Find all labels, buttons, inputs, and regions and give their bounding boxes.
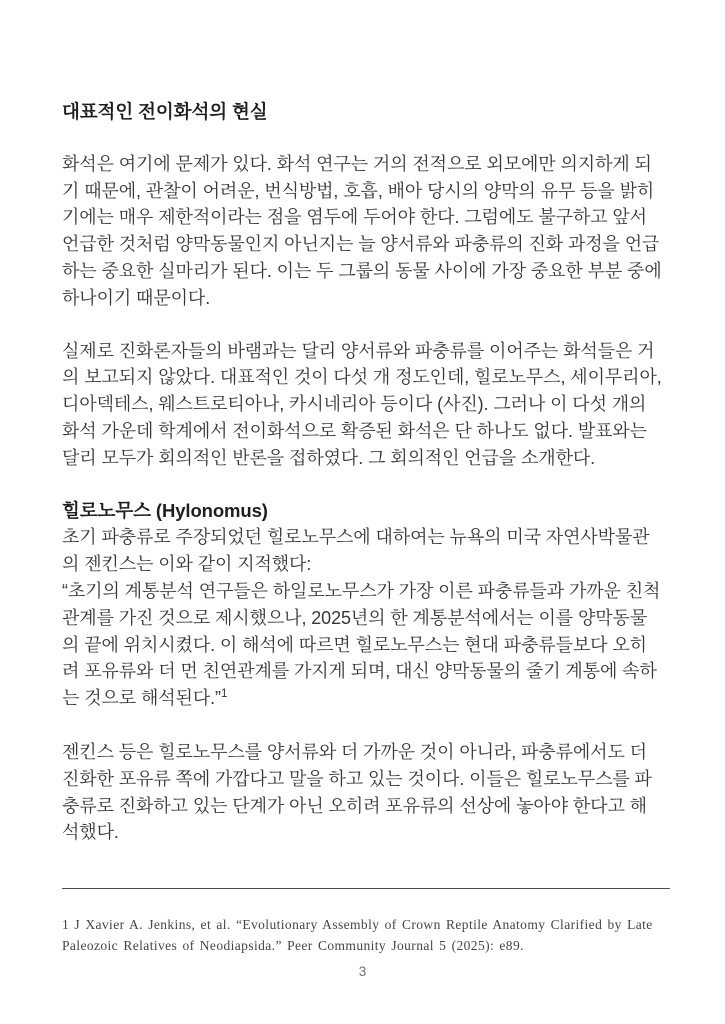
footnote-reference: 1 — [220, 686, 228, 701]
page-title: 대표적인 전이화석의 현실 — [62, 101, 268, 122]
section-quote — [62, 578, 664, 712]
footnote-separator — [62, 888, 670, 889]
section-heading: 힐로노무스 (Hylonomus) — [62, 499, 268, 521]
closing-paragraph: 젠킨스 등은 힐로노무스를 양서류와 더 가까운 것이 아니라, 파충류에서도 더 진화한 포유류 쪽에 가깝다고 말을 하고 있는 것이다. 이들은 힐로노무스를 파충류로 진화하고 있는 단계가 아닌 오히려 포유류의 선상에 놓아야 한다고 해석했다. — [62, 741, 652, 843]
section-intro: 초기 파충류로 주장되었던 힐로노무스에 대하여는 뉴욕의 미국 자연사박물관의 젠킨스는 이와 같이 지적했다: — [62, 527, 650, 575]
footnote-text: 1 J Xavier A. Jenkins, et al. “Evolutionary Assembly of Crown Reptile Anatomy Clarified by Late Paleozoic Relatives of Neodiapsida.” Peer Community Journal 5 (2025): e89. — [62, 916, 653, 953]
body-paragraph-1: 화석은 여기에 문제가 있다. 화석 연구는 거의 전적으로 외모에만 의지하게 되기 때문에, 관찰이 어려운, 번식방법, 호흡, 배아 당시의 양막의 유무 등을 밝히기에는 매우 제한적이라는 점을 염두에 두어야 한다. 그럼에도 불구하고 앞서 언급한 것처럼 양막동물인지 아닌지는 늘 양서류와 파충류의 진화 과정을 언급하는 중요한 실마리가 된다. 이는 두 그룹의 동물 사이에 가장 중요한 부분 중에 하나이기 때문이다. — [62, 153, 662, 308]
section-hylonomus — [62, 498, 664, 847]
body-paragraph-2: 실제로 진화론자들의 바램과는 달리 양서류와 파충류를 이어주는 화석들은 거의 보고되지 않았다. 대표적인 것이 다섯 개 정도인데, 힐로노무스, 세이무리아, 디아덱테스, 웨스트로티아나, 카시네리아 등이다 (사진). 그러나 이 다섯 개의 화석 가운데 학계에서 전이화석으로 확증된 화석은 단 하나도 없다. 발표와는 달리 모두가 회의적인 반론을 접하였다. 그 회의적인 언급을 소개한다. — [62, 340, 662, 468]
page-content — [62, 99, 664, 846]
page-number: 3 — [358, 964, 367, 979]
quote-text: “초기의 계통분석 연구들은 하일로노무스가 가장 이른 파충류들과 가까운 친척 관계를 가진 것으로 제시했으나, 2025년의 한 계통분석에서는 이를 양막동물의 끝에 위치시켰다. 이 해석에 따르면 힐로노무스는 현대 파충류들보다 오히려 포유류와 더 먼 친연관계를 가지게 되며, 대신 양막동물의 줄기 계통에 속하는 것으로 해석된다.” — [62, 580, 661, 709]
